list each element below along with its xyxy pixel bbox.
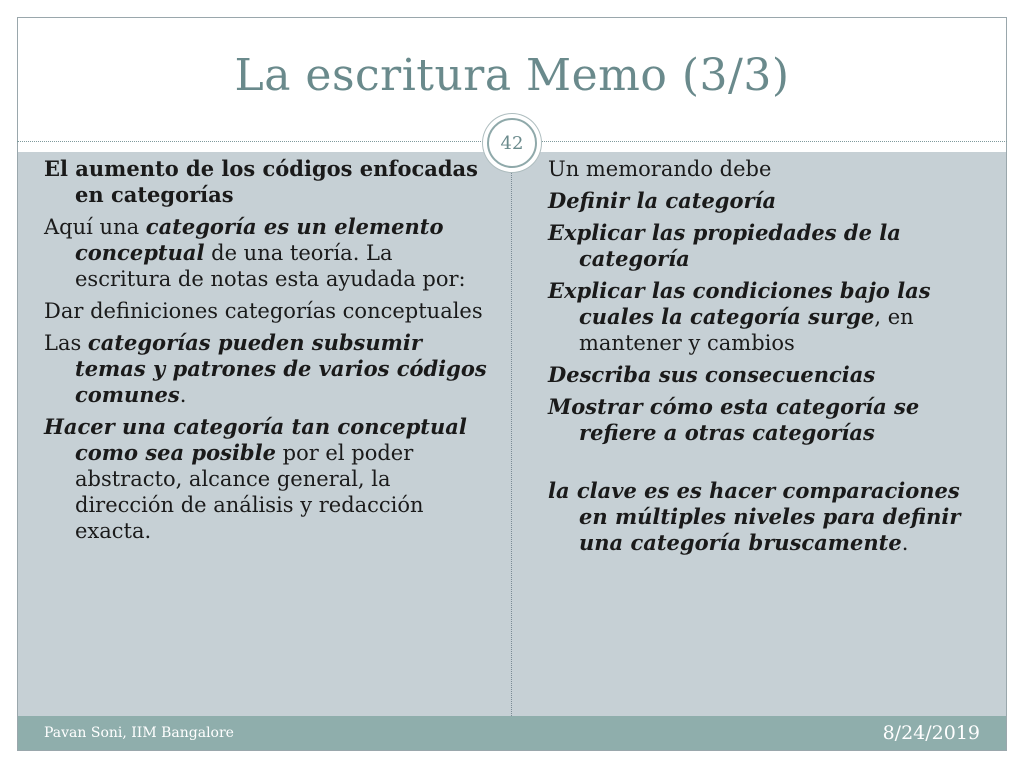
emphasis-run: categoría es un elemento conceptual <box>75 214 444 265</box>
left-paragraph-2 <box>44 214 489 292</box>
right-paragraph-4 <box>548 278 993 356</box>
column-divider <box>511 152 512 716</box>
text-run: de una teoría. La escritura de notas esta ayudada por: <box>75 241 466 291</box>
emphasis-run: categorías pueden subsumir temas y patrones de varios códigos comunes <box>75 330 487 407</box>
left-paragraph-1: El aumento de los códigos enfocadas en categorías <box>44 156 478 207</box>
left-column <box>44 156 489 550</box>
text-run: , en mantener y cambios <box>579 305 914 355</box>
text-run: . <box>901 531 909 555</box>
right-paragraph-6: Mostrar cómo esta categoría se refiere a otras categorías <box>548 394 920 445</box>
text-run: Aquí una <box>44 215 146 239</box>
left-paragraph-5 <box>44 414 489 544</box>
left-paragraph-3: Dar definiciones categorías conceptuales <box>44 299 483 323</box>
left-paragraph-4 <box>44 330 489 408</box>
right-paragraph-3: Explicar las propiedades de la categoría <box>548 220 901 271</box>
right-paragraph-7 <box>548 478 993 556</box>
emphasis-run: Explicar las condiciones bajo las cuales la categoría surge <box>548 278 931 329</box>
footer-author: Pavan Soni, IIM Bangalore <box>44 725 234 741</box>
emphasis-run: la clave es es hacer comparaciones en múltiples niveles para definir una categoría bruscamente <box>548 478 961 555</box>
text-run: . <box>179 383 187 407</box>
footer-date: 8/24/2019 <box>882 722 980 744</box>
right-paragraph-2: Definir la categoría <box>548 188 777 213</box>
right-column <box>548 156 993 562</box>
emphasis-run: Hacer una categoría tan conceptual como sea posible <box>44 414 467 465</box>
text-run: Las <box>44 331 88 355</box>
text-run: por el poder abstracto, alcance general, la dirección de análisis y redacción exacta. <box>75 441 424 543</box>
slide-number-badge: 42 <box>487 118 537 168</box>
slide-title: La escritura Memo (3/3) <box>234 50 790 101</box>
right-paragraph-5: Describa sus consecuencias <box>548 362 876 387</box>
right-paragraph-1: Un memorando debe <box>548 157 772 181</box>
